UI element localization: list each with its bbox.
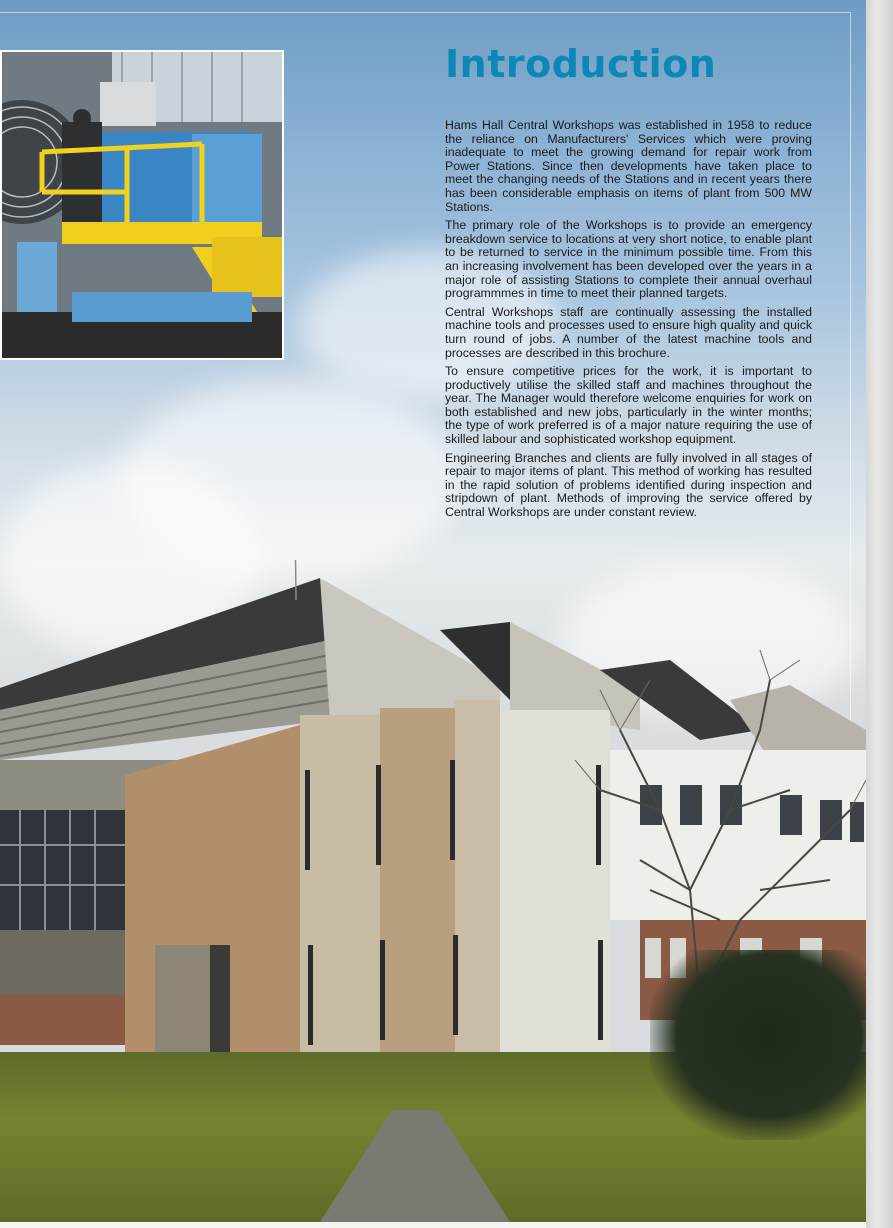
paper-edge <box>866 0 893 1228</box>
trim-line <box>0 12 850 13</box>
paragraph: The primary role of the Workshops is to provide an emergency breakdown service to locations at very short notice, to enable plant to be returned to service in the minimum possible time. From this an increasing involvement has been developed over the years in a major role of assisting Stations to complete their annual overhaul programmmes in time to meet their planned targets. <box>445 218 812 301</box>
page-title: Introduction <box>445 42 717 86</box>
machine-photo-illustration <box>2 52 282 358</box>
intro-text <box>445 119 812 525</box>
paragraph: Central Workshops staff are continually assessing the installed machine tools and processes used to ensure high quality and quick turn round of jobs. A number of the latest machine tools and processes are described in this brochure. <box>445 304 812 360</box>
paragraph: To ensure competitive prices for the work, it is important to productively utilise the skilled staff and machines throughout the year. The Manager would therefore welcome enquiries for work on both established and new jobs, particularly in the winter months; the type of work preferred is of a major nature requiring the use of skilled labour and sophisticated workshop equipment. <box>445 364 812 447</box>
machine-photo <box>0 50 284 360</box>
paragraph: Engineering Branches and clients are fully involved in all stages of repair to major items of plant. This method of working has resulted in the rapid solution of problems identified during inspection and stripdown of plant. Methods of improving the service offered by Central Workshops are under constant review. <box>445 450 812 520</box>
shrubbery <box>650 950 866 1140</box>
paragraph: Hams Hall Central Workshops was established in 1958 to reduce the reliance on Manufacturers' Services which were proving inadequate to meet the growing demand for repair work from Power Stations. Since then developments have taken place to meet the changing needs of the Stations and in recent years there has been considerable emphasis on items of plant from 500 MW Stations. <box>445 118 812 214</box>
